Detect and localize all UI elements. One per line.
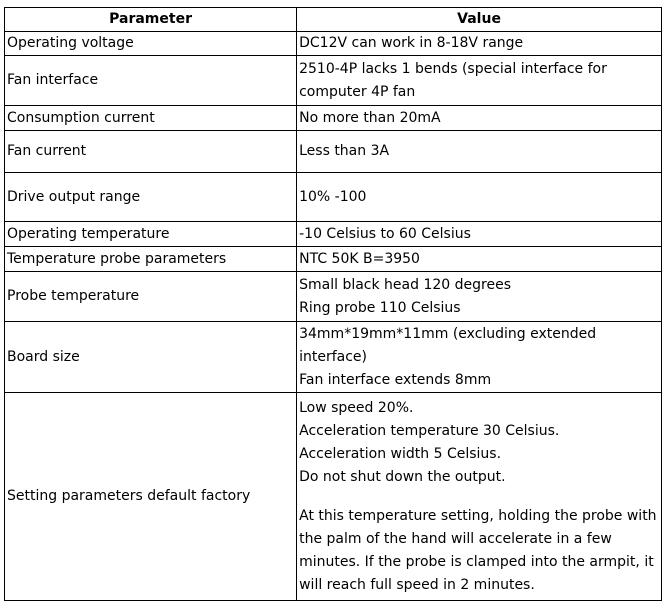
value-cell xyxy=(297,322,662,393)
table-row xyxy=(5,131,662,173)
table-row xyxy=(5,322,662,393)
value-line: minutes. If the probe is clamped into the armpit, it xyxy=(299,553,654,570)
table-row xyxy=(5,56,662,106)
value-line: NTC 50K B=3950 xyxy=(299,250,420,267)
table-row xyxy=(5,32,662,56)
value-line: Fan interface extends 8mm xyxy=(299,371,492,388)
value-line: 34mm*19mm*11mm (excluding extended xyxy=(299,325,597,342)
value-line: Acceleration width 5 Celsius. xyxy=(299,445,502,462)
param-cell: Setting parameters default factory xyxy=(5,393,297,601)
value-line: interface) xyxy=(299,348,368,365)
value-line: 10% -100 xyxy=(299,188,367,205)
value-line: DC12V can work in 8-18V range xyxy=(299,35,524,51)
table-row xyxy=(5,272,662,322)
param-cell: Drive output range xyxy=(5,173,297,222)
header-row xyxy=(5,8,662,32)
header-parameter: Parameter xyxy=(5,8,297,32)
value-line: -10 Celsius to 60 Celsius xyxy=(299,225,471,242)
param-cell: Probe temperature xyxy=(5,272,297,322)
value-cell xyxy=(297,32,662,56)
param-cell: Temperature probe parameters xyxy=(5,247,297,272)
spec-table xyxy=(4,7,662,601)
value-line: Do not shut down the output. xyxy=(299,468,506,485)
table-row xyxy=(5,247,662,272)
table-row xyxy=(5,173,662,222)
value-spacer xyxy=(299,489,659,505)
table-row xyxy=(5,222,662,247)
param-cell: Fan interface xyxy=(5,56,297,106)
value-line: computer 4P fan xyxy=(299,83,416,100)
value-line: the palm of the hand will accelerate in a few xyxy=(299,530,612,547)
param-cell: Fan current xyxy=(5,131,297,173)
param-cell: Operating temperature xyxy=(5,222,297,247)
table-row xyxy=(5,106,662,131)
param-cell: Board size xyxy=(5,322,297,393)
value-line: Less than 3A xyxy=(299,143,390,159)
value-line: Small black head 120 degrees xyxy=(299,276,511,293)
value-cell xyxy=(297,247,662,272)
value-line: Ring probe 110 Celsius xyxy=(299,299,461,316)
value-line: No more than 20mA xyxy=(299,109,441,126)
value-line: Low speed 20%. xyxy=(299,399,414,416)
header-value: Value xyxy=(297,8,662,32)
value-line: 2510-4P lacks 1 bends (special interface for xyxy=(299,60,607,77)
value-line: will reach full speed in 2 minutes. xyxy=(299,576,535,593)
param-cell: Operating voltage xyxy=(5,32,297,56)
param-cell: Consumption current xyxy=(5,106,297,131)
value-cell xyxy=(297,222,662,247)
value-cell xyxy=(297,173,662,222)
table-row xyxy=(5,393,662,601)
value-line: Acceleration temperature 30 Celsius. xyxy=(299,422,560,439)
value-cell xyxy=(297,272,662,322)
value-cell xyxy=(297,393,662,601)
value-cell xyxy=(297,106,662,131)
value-cell xyxy=(297,56,662,106)
value-line: At this temperature setting, holding the probe with xyxy=(299,507,657,524)
value-cell xyxy=(297,131,662,173)
